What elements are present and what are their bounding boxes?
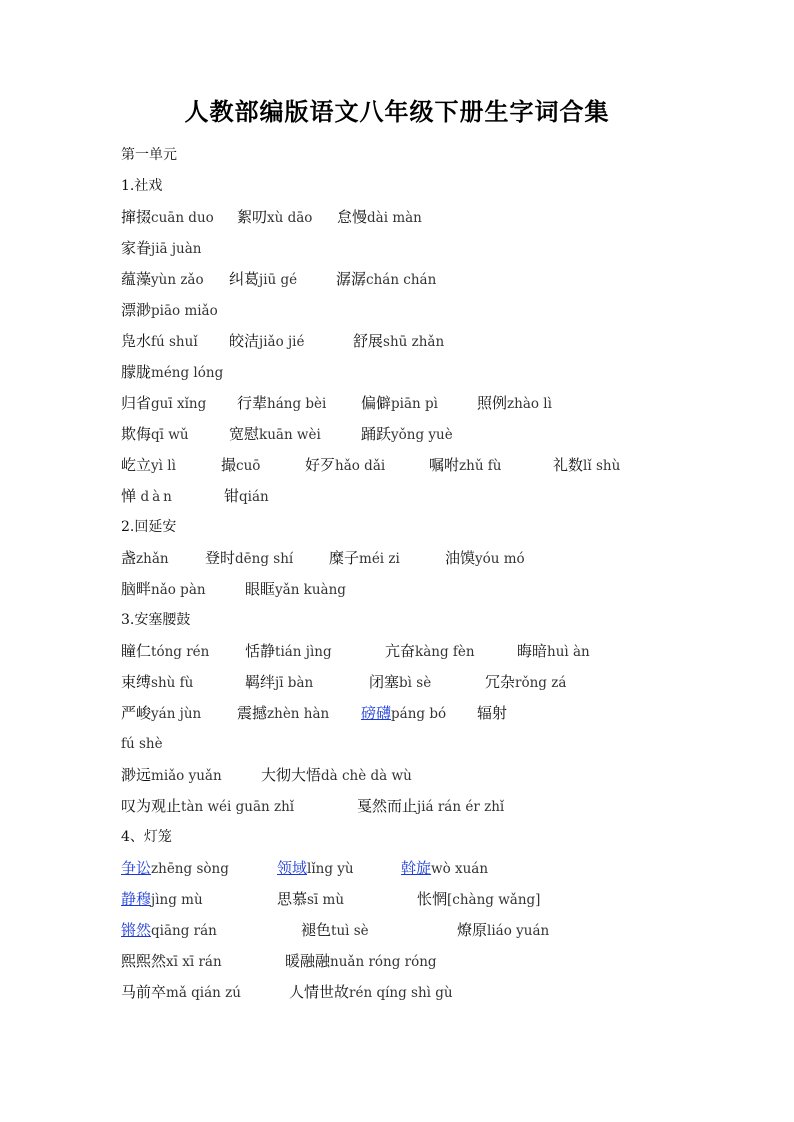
vocab-item: 辐射 (477, 704, 508, 722)
vocab-item: 行辈háng bèi (237, 394, 327, 412)
vocab-item[interactable]: 锵然qiāng rán (121, 921, 217, 939)
vocab-item: 撺掇cuān duo (121, 208, 214, 226)
vocab-item: 瞳仁tóng rén (121, 642, 210, 660)
vocab-link[interactable]: 斡旋 (401, 859, 432, 877)
vocab-item: 晦暗huì àn (517, 642, 590, 660)
vocab-item: 人情世故rén qíng shì gù (289, 983, 453, 1001)
vocab-link[interactable]: 领域 (277, 859, 308, 877)
vocab-item: 欺侮qī wǔ (121, 425, 189, 443)
vocab-item: 偏僻piān pì (361, 394, 438, 412)
vocab-link[interactable]: 静穆 (121, 890, 152, 908)
vocab-pinyin-wrap: fú shè (121, 736, 163, 752)
vocab-item: 嘱咐zhǔ fù (429, 456, 502, 474)
vocab-item: 潺潺chán chán (336, 270, 437, 288)
vocab-item: 亢奋kàng fèn (385, 642, 475, 660)
vocab-item: 礼数lǐ shù (553, 456, 621, 474)
vocab-item: 闭塞bì sè (369, 673, 432, 691)
vocab-item: 蕴藻yùn zǎo (121, 270, 204, 288)
vocab-item: 凫水fú shuǐ (121, 332, 198, 350)
vocab-item[interactable]: 争讼zhēng sòng (121, 859, 229, 877)
vocab-item: 漂渺piāo miǎo (121, 301, 218, 319)
vocab-item: 严峻yán jùn (121, 704, 202, 722)
vocab-item: 归省guī xǐng (121, 394, 207, 412)
vocab-item: 盏zhǎn (121, 549, 169, 567)
vocab-item: 束缚shù fù (121, 673, 194, 691)
vocab-item: 熙熙然xī xī rán (121, 952, 222, 970)
lesson-title: 3.安塞腰鼓 (121, 612, 191, 628)
vocab-item[interactable]: 领域lǐng yù (277, 859, 354, 877)
vocab-item: 暖融融nuǎn róng róng (285, 952, 437, 970)
lesson-title: 2.回延安 (121, 519, 177, 535)
vocab-item: 登时dēng shí (205, 549, 294, 567)
vocab-item: 屹立yì lì (121, 456, 176, 474)
vocab-item: 叹为观止tàn wéi guān zhǐ (121, 797, 295, 815)
vocab-item: 照例zhào lì (477, 394, 552, 412)
vocab-item[interactable]: 磅礴páng bó (361, 704, 447, 722)
vocab-link[interactable]: 锵然 (121, 921, 152, 939)
vocab-item: 踊跃yǒng yuè (361, 425, 453, 443)
vocab-item: 羁绊jī bàn (245, 673, 314, 691)
vocab-item: 褪色tuì sè (301, 921, 369, 939)
vocab-item: 眼眶yǎn kuàng (245, 580, 346, 598)
vocab-item[interactable]: 斡旋wò xuán (401, 859, 489, 877)
vocab-link[interactable]: 争讼 (121, 859, 152, 877)
vocab-item: 钳qián (224, 487, 269, 505)
vocab-item: 恬静tián jìng (245, 642, 332, 660)
lesson-title: 1.社戏 (121, 178, 163, 194)
vocab-item: 惮 dàn (121, 487, 175, 505)
vocab-item: 震撼zhèn hàn (237, 704, 330, 722)
vocab-item: 马前卒mǎ qián zú (121, 983, 241, 1001)
vocab-item: 撮cuō (221, 456, 261, 474)
vocab-item: 怠慢dài màn (337, 208, 422, 226)
vocab-item: 怅惘[chàng wǎng] (417, 890, 541, 908)
vocab-item: 脑畔nǎo pàn (121, 580, 206, 598)
document-title: 人教部编版语文八年级下册生字词合集 (184, 97, 610, 126)
vocab-item: 皎洁jiǎo jié (229, 332, 305, 350)
vocab-item: 纠葛jiū gé (229, 270, 298, 288)
vocab-item: 絮叨xù dāo (237, 208, 313, 226)
vocab-item: 油馍yóu mó (445, 549, 525, 567)
vocab-item: 朦胧méng lóng (121, 363, 224, 381)
vocab-item[interactable]: 静穆jìng mù (121, 890, 203, 908)
vocab-item: 戛然而止jiá rán ér zhǐ (357, 797, 505, 815)
vocab-item: 舒展shū zhǎn (353, 332, 445, 350)
vocab-item: 冗杂rǒng zá (485, 673, 567, 691)
vocab-item: 糜子méi zi (329, 549, 400, 567)
unit-heading: 第一单元 (121, 147, 177, 163)
vocab-item: 家眷jiā juàn (121, 239, 202, 257)
vocab-item: 渺远miǎo yuǎn (121, 766, 222, 784)
vocab-link[interactable]: 磅礴 (361, 704, 392, 722)
vocab-item: 大彻大悟dà chè dà wù (261, 766, 412, 784)
vocab-item: 思慕sī mù (277, 890, 345, 908)
vocab-item: 燎原liáo yuán (457, 921, 550, 939)
vocab-item: 宽慰kuān wèi (229, 425, 321, 443)
vocab-item: 好歹hǎo dǎi (305, 456, 386, 474)
lesson-title: 4、灯笼 (121, 829, 172, 845)
